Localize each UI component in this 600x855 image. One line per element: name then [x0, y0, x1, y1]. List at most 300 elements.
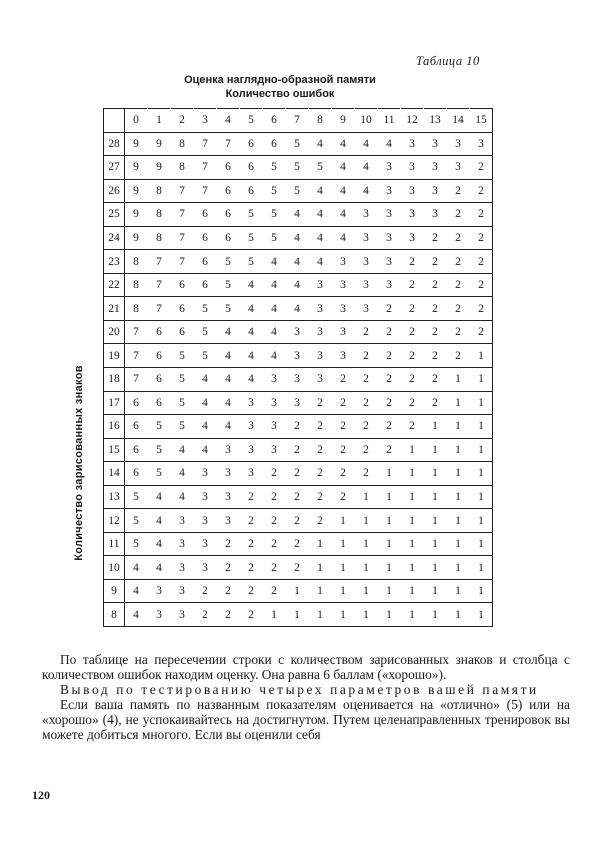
score-cell: 1	[424, 556, 447, 580]
score-cell: 3	[148, 603, 171, 627]
score-cell: 2	[217, 532, 240, 556]
score-cell: 2	[424, 273, 447, 297]
score-cell: 2	[309, 391, 332, 415]
score-cell: 3	[378, 203, 401, 227]
score-cell: 3	[332, 273, 355, 297]
score-cell: 3	[470, 132, 493, 156]
score-cell: 3	[332, 320, 355, 344]
score-cell: 2	[401, 273, 424, 297]
score-cell: 1	[309, 603, 332, 627]
score-cell: 4	[148, 532, 171, 556]
score-cell: 1	[470, 415, 493, 439]
score-cell: 1	[332, 603, 355, 627]
score-cell: 1	[355, 579, 378, 603]
score-cell: 1	[378, 485, 401, 509]
score-cell: 1	[401, 603, 424, 627]
score-cell: 1	[309, 579, 332, 603]
row-header: 10	[104, 556, 125, 580]
score-cell: 4	[148, 509, 171, 533]
score-cell: 5	[148, 462, 171, 486]
score-cell: 3	[355, 297, 378, 321]
score-cell: 1	[447, 556, 470, 580]
score-cell: 2	[470, 179, 493, 203]
score-cell: 3	[424, 203, 447, 227]
row-header: 18	[104, 368, 125, 392]
score-cell: 6	[240, 156, 263, 180]
score-cell: 3	[309, 368, 332, 392]
score-cell: 2	[263, 579, 286, 603]
score-cell: 3	[194, 485, 217, 509]
score-cell: 1	[332, 532, 355, 556]
score-cell: 4	[263, 273, 286, 297]
score-cell: 7	[171, 203, 194, 227]
score-cell: 4	[217, 391, 240, 415]
score-cell: 4	[378, 132, 401, 156]
score-cell: 4	[355, 132, 378, 156]
score-cell: 2	[263, 462, 286, 486]
score-cell: 5	[171, 368, 194, 392]
table-row	[104, 368, 493, 392]
score-cell: 3	[286, 391, 309, 415]
score-cell: 3	[309, 344, 332, 368]
score-cell: 3	[401, 179, 424, 203]
score-cell: 3	[194, 462, 217, 486]
score-cell: 1	[470, 603, 493, 627]
score-cell: 1	[355, 556, 378, 580]
score-cell: 6	[125, 415, 148, 439]
score-cell: 3	[171, 532, 194, 556]
score-cell: 4	[240, 273, 263, 297]
score-cell: 6	[171, 320, 194, 344]
score-cell: 4	[240, 344, 263, 368]
column-header: 0	[125, 109, 148, 133]
column-header: 6	[263, 109, 286, 133]
row-header: 21	[104, 297, 125, 321]
score-cell: 5	[171, 415, 194, 439]
score-cell: 2	[286, 438, 309, 462]
score-cell: 4	[309, 250, 332, 274]
score-cell: 8	[125, 250, 148, 274]
score-cell: 3	[401, 132, 424, 156]
score-cell: 3	[217, 509, 240, 533]
table-number: Таблица 10	[416, 54, 480, 68]
score-cell: 3	[286, 368, 309, 392]
score-cell: 5	[125, 509, 148, 533]
score-cell: 1	[447, 532, 470, 556]
score-cell: 2	[447, 250, 470, 274]
row-axis-label: Количество зарисованных знаков	[73, 365, 85, 561]
score-cell: 2	[447, 203, 470, 227]
score-cell: 4	[194, 415, 217, 439]
score-cell: 1	[447, 391, 470, 415]
score-cell: 1	[470, 556, 493, 580]
score-cell: 2	[240, 485, 263, 509]
row-header: 12	[104, 509, 125, 533]
score-cell: 9	[148, 156, 171, 180]
score-cell: 1	[378, 532, 401, 556]
table-title	[150, 73, 410, 101]
row-header: 17	[104, 391, 125, 415]
score-cell: 9	[125, 132, 148, 156]
score-cell: 2	[332, 462, 355, 486]
column-header: 14	[447, 109, 470, 133]
score-cell: 7	[148, 297, 171, 321]
score-cell: 3	[286, 320, 309, 344]
row-header: 25	[104, 203, 125, 227]
score-cell: 6	[148, 368, 171, 392]
score-cell: 3	[447, 132, 470, 156]
score-cell: 3	[263, 438, 286, 462]
score-cell: 1	[263, 603, 286, 627]
score-cell: 9	[125, 179, 148, 203]
score-cell: 2	[332, 485, 355, 509]
score-cell: 2	[217, 603, 240, 627]
score-cell: 3	[240, 462, 263, 486]
score-cell: 1	[401, 532, 424, 556]
score-cell: 3	[355, 203, 378, 227]
score-cell: 3	[286, 344, 309, 368]
score-cell: 6	[171, 273, 194, 297]
score-cell: 2	[378, 320, 401, 344]
column-header: 7	[286, 109, 309, 133]
score-cell: 2	[470, 273, 493, 297]
score-cell: 4	[263, 344, 286, 368]
score-cell: 6	[125, 438, 148, 462]
score-cell: 1	[447, 485, 470, 509]
score-cell: 1	[332, 579, 355, 603]
score-cell: 1	[424, 603, 447, 627]
score-cell: 3	[447, 156, 470, 180]
table-row	[104, 509, 493, 533]
score-cell: 3	[217, 462, 240, 486]
score-cell: 5	[286, 156, 309, 180]
score-cell: 2	[309, 509, 332, 533]
score-cell: 4	[332, 179, 355, 203]
score-cell: 1	[401, 556, 424, 580]
score-cell: 2	[424, 320, 447, 344]
score-cell: 1	[378, 579, 401, 603]
table-row	[104, 297, 493, 321]
score-cell: 3	[401, 156, 424, 180]
score-cell: 3	[378, 226, 401, 250]
score-cell: 2	[470, 297, 493, 321]
score-cell: 2	[286, 556, 309, 580]
score-cell: 2	[378, 368, 401, 392]
score-cell: 1	[401, 509, 424, 533]
score-cell: 2	[378, 344, 401, 368]
score-cell: 3	[171, 579, 194, 603]
score-cell: 3	[171, 509, 194, 533]
score-cell: 2	[424, 368, 447, 392]
score-cell: 2	[447, 179, 470, 203]
column-header: 5	[240, 109, 263, 133]
score-cell: 2	[240, 603, 263, 627]
table-row	[104, 579, 493, 603]
score-cell: 2	[355, 462, 378, 486]
score-cell: 8	[171, 156, 194, 180]
score-cell: 1	[401, 438, 424, 462]
score-cell: 3	[401, 203, 424, 227]
score-cell: 4	[125, 579, 148, 603]
score-cell: 7	[148, 273, 171, 297]
score-cell: 7	[125, 320, 148, 344]
table-row	[104, 438, 493, 462]
score-cell: 6	[240, 179, 263, 203]
score-cell: 6	[217, 203, 240, 227]
score-cell: 2	[470, 203, 493, 227]
table-title-line-1: Оценка наглядно-образной памяти	[184, 74, 376, 86]
score-cell: 8	[148, 203, 171, 227]
table-row	[104, 603, 493, 627]
score-cell: 5	[194, 344, 217, 368]
score-cell: 1	[424, 509, 447, 533]
score-cell: 6	[263, 132, 286, 156]
score-cell: 1	[447, 368, 470, 392]
score-cell: 1	[286, 603, 309, 627]
score-cell: 3	[332, 344, 355, 368]
row-header: 9	[104, 579, 125, 603]
score-cell: 1	[424, 438, 447, 462]
score-cell: 1	[447, 579, 470, 603]
score-cell: 7	[194, 132, 217, 156]
column-header: 4	[217, 109, 240, 133]
score-cell: 3	[171, 556, 194, 580]
score-cell: 2	[424, 344, 447, 368]
score-cell: 6	[217, 226, 240, 250]
score-cell: 9	[148, 132, 171, 156]
row-header: 26	[104, 179, 125, 203]
score-cell: 3	[309, 273, 332, 297]
score-cell: 3	[332, 250, 355, 274]
score-cell: 2	[355, 368, 378, 392]
body-text	[42, 653, 570, 742]
column-header: 12	[401, 109, 424, 133]
score-cell: 1	[309, 556, 332, 580]
score-cell: 2	[378, 438, 401, 462]
score-cell: 2	[240, 556, 263, 580]
score-cell: 7	[194, 156, 217, 180]
score-cell: 1	[424, 462, 447, 486]
row-header: 27	[104, 156, 125, 180]
score-cell: 4	[240, 368, 263, 392]
score-cell: 2	[263, 485, 286, 509]
score-cell: 2	[332, 415, 355, 439]
score-cell: 4	[355, 156, 378, 180]
score-cell: 4	[194, 368, 217, 392]
score-cell: 2	[355, 415, 378, 439]
score-cell: 3	[240, 438, 263, 462]
score-cell: 1	[401, 485, 424, 509]
score-cell: 2	[424, 391, 447, 415]
table-row	[104, 226, 493, 250]
table-row	[104, 156, 493, 180]
score-cell: 4	[263, 250, 286, 274]
score-cell: 2	[309, 485, 332, 509]
score-cell: 2	[447, 226, 470, 250]
score-cell: 2	[470, 250, 493, 274]
score-cell: 3	[401, 226, 424, 250]
score-cell: 5	[125, 532, 148, 556]
row-header: 20	[104, 320, 125, 344]
score-cell: 4	[309, 203, 332, 227]
score-cell: 6	[194, 226, 217, 250]
score-cell: 4	[355, 179, 378, 203]
score-cell: 5	[240, 203, 263, 227]
score-cell: 3	[309, 297, 332, 321]
score-cell: 4	[194, 438, 217, 462]
score-cell: 5	[217, 297, 240, 321]
score-cell: 5	[194, 320, 217, 344]
score-cell: 2	[194, 603, 217, 627]
score-cell: 6	[125, 462, 148, 486]
score-cell: 5	[263, 179, 286, 203]
score-cell: 6	[194, 273, 217, 297]
score-cell: 6	[125, 391, 148, 415]
score-cell: 6	[217, 156, 240, 180]
score-cell: 1	[447, 509, 470, 533]
score-cell: 9	[125, 156, 148, 180]
score-cell: 5	[171, 391, 194, 415]
score-cell: 3	[263, 391, 286, 415]
table-row	[104, 179, 493, 203]
score-cell: 8	[148, 179, 171, 203]
score-cell: 1	[332, 556, 355, 580]
score-cell: 2	[470, 226, 493, 250]
score-cell: 2	[332, 391, 355, 415]
score-cell: 2	[378, 297, 401, 321]
table-row	[104, 344, 493, 368]
score-cell: 1	[355, 509, 378, 533]
score-cell: 1	[447, 415, 470, 439]
score-cell: 2	[401, 297, 424, 321]
score-cell: 3	[332, 297, 355, 321]
score-cell: 2	[286, 462, 309, 486]
score-cell: 3	[217, 485, 240, 509]
score-cell: 2	[424, 297, 447, 321]
score-cell: 2	[401, 344, 424, 368]
score-cell: 3	[194, 509, 217, 533]
score-cell: 3	[355, 250, 378, 274]
column-header: 8	[309, 109, 332, 133]
score-cell: 3	[194, 532, 217, 556]
score-cell: 3	[355, 273, 378, 297]
score-cell: 1	[470, 485, 493, 509]
score-cell: 4	[217, 344, 240, 368]
row-header: 8	[104, 603, 125, 627]
score-cell: 1	[286, 579, 309, 603]
score-cell: 1	[470, 462, 493, 486]
row-header: 28	[104, 132, 125, 156]
score-cell: 3	[424, 179, 447, 203]
score-cell: 8	[148, 226, 171, 250]
score-cell: 4	[263, 297, 286, 321]
score-cell: 1	[355, 603, 378, 627]
score-cell: 2	[401, 320, 424, 344]
score-cell: 2	[217, 579, 240, 603]
score-cell: 3	[309, 320, 332, 344]
score-cell: 4	[286, 297, 309, 321]
table-row	[104, 415, 493, 439]
score-cell: 1	[355, 485, 378, 509]
score-cell: 4	[332, 156, 355, 180]
score-cell: 7	[217, 132, 240, 156]
table-row	[104, 391, 493, 415]
score-cell: 4	[309, 179, 332, 203]
column-header: 10	[355, 109, 378, 133]
score-cell: 1	[424, 532, 447, 556]
score-cell: 1	[470, 438, 493, 462]
score-cell: 2	[309, 462, 332, 486]
score-cell: 2	[470, 156, 493, 180]
score-cell: 4	[309, 132, 332, 156]
score-cell: 1	[424, 415, 447, 439]
score-cell: 5	[263, 203, 286, 227]
score-cell: 2	[447, 297, 470, 321]
table-row	[104, 462, 493, 486]
score-cell: 2	[240, 579, 263, 603]
score-cell: 1	[447, 438, 470, 462]
table-row	[104, 273, 493, 297]
score-cell: 4	[217, 320, 240, 344]
score-cell: 4	[171, 462, 194, 486]
table-title-line-2: Количество ошибок	[225, 88, 335, 100]
score-cell: 4	[286, 226, 309, 250]
score-cell: 6	[194, 203, 217, 227]
score-cell: 3	[194, 556, 217, 580]
score-cell: 4	[332, 226, 355, 250]
score-cell: 2	[309, 415, 332, 439]
score-cell: 6	[240, 132, 263, 156]
column-header: 13	[424, 109, 447, 133]
table-row	[104, 532, 493, 556]
score-cell: 3	[378, 156, 401, 180]
score-cell: 4	[332, 132, 355, 156]
score-cell: 5	[171, 344, 194, 368]
score-cell: 9	[125, 226, 148, 250]
score-cell: 1	[470, 391, 493, 415]
score-cell: 7	[171, 250, 194, 274]
score-cell: 4	[286, 250, 309, 274]
score-cell: 1	[447, 603, 470, 627]
table-row	[104, 250, 493, 274]
score-cell: 6	[148, 391, 171, 415]
score-cell: 8	[171, 132, 194, 156]
paragraph-3: Если ваша память по названным показателям оценивается на «отлично» (5) или на «хорошо» (4), не успокаивайтесь на достигнутом. Путем целенаправленных тренировок вы можете добиться многого. Если вы оценили себя	[42, 696, 570, 742]
score-cell: 4	[125, 603, 148, 627]
score-cell: 3	[171, 603, 194, 627]
row-header: 23	[104, 250, 125, 274]
score-cell: 4	[217, 368, 240, 392]
row-header: 22	[104, 273, 125, 297]
score-cell: 4	[217, 415, 240, 439]
score-cell: 3	[240, 391, 263, 415]
score-cell: 1	[401, 579, 424, 603]
score-cell: 3	[424, 156, 447, 180]
score-cell: 5	[194, 297, 217, 321]
score-cell: 3	[378, 179, 401, 203]
score-cell: 1	[378, 603, 401, 627]
score-cell: 2	[447, 344, 470, 368]
score-cell: 7	[171, 179, 194, 203]
score-cell: 5	[263, 156, 286, 180]
score-cell: 2	[240, 509, 263, 533]
score-cell: 1	[424, 485, 447, 509]
score-cell: 1	[309, 532, 332, 556]
score-cell: 2	[355, 391, 378, 415]
score-cell: 2	[217, 556, 240, 580]
score-cell: 4	[171, 438, 194, 462]
score-cell: 1	[332, 509, 355, 533]
